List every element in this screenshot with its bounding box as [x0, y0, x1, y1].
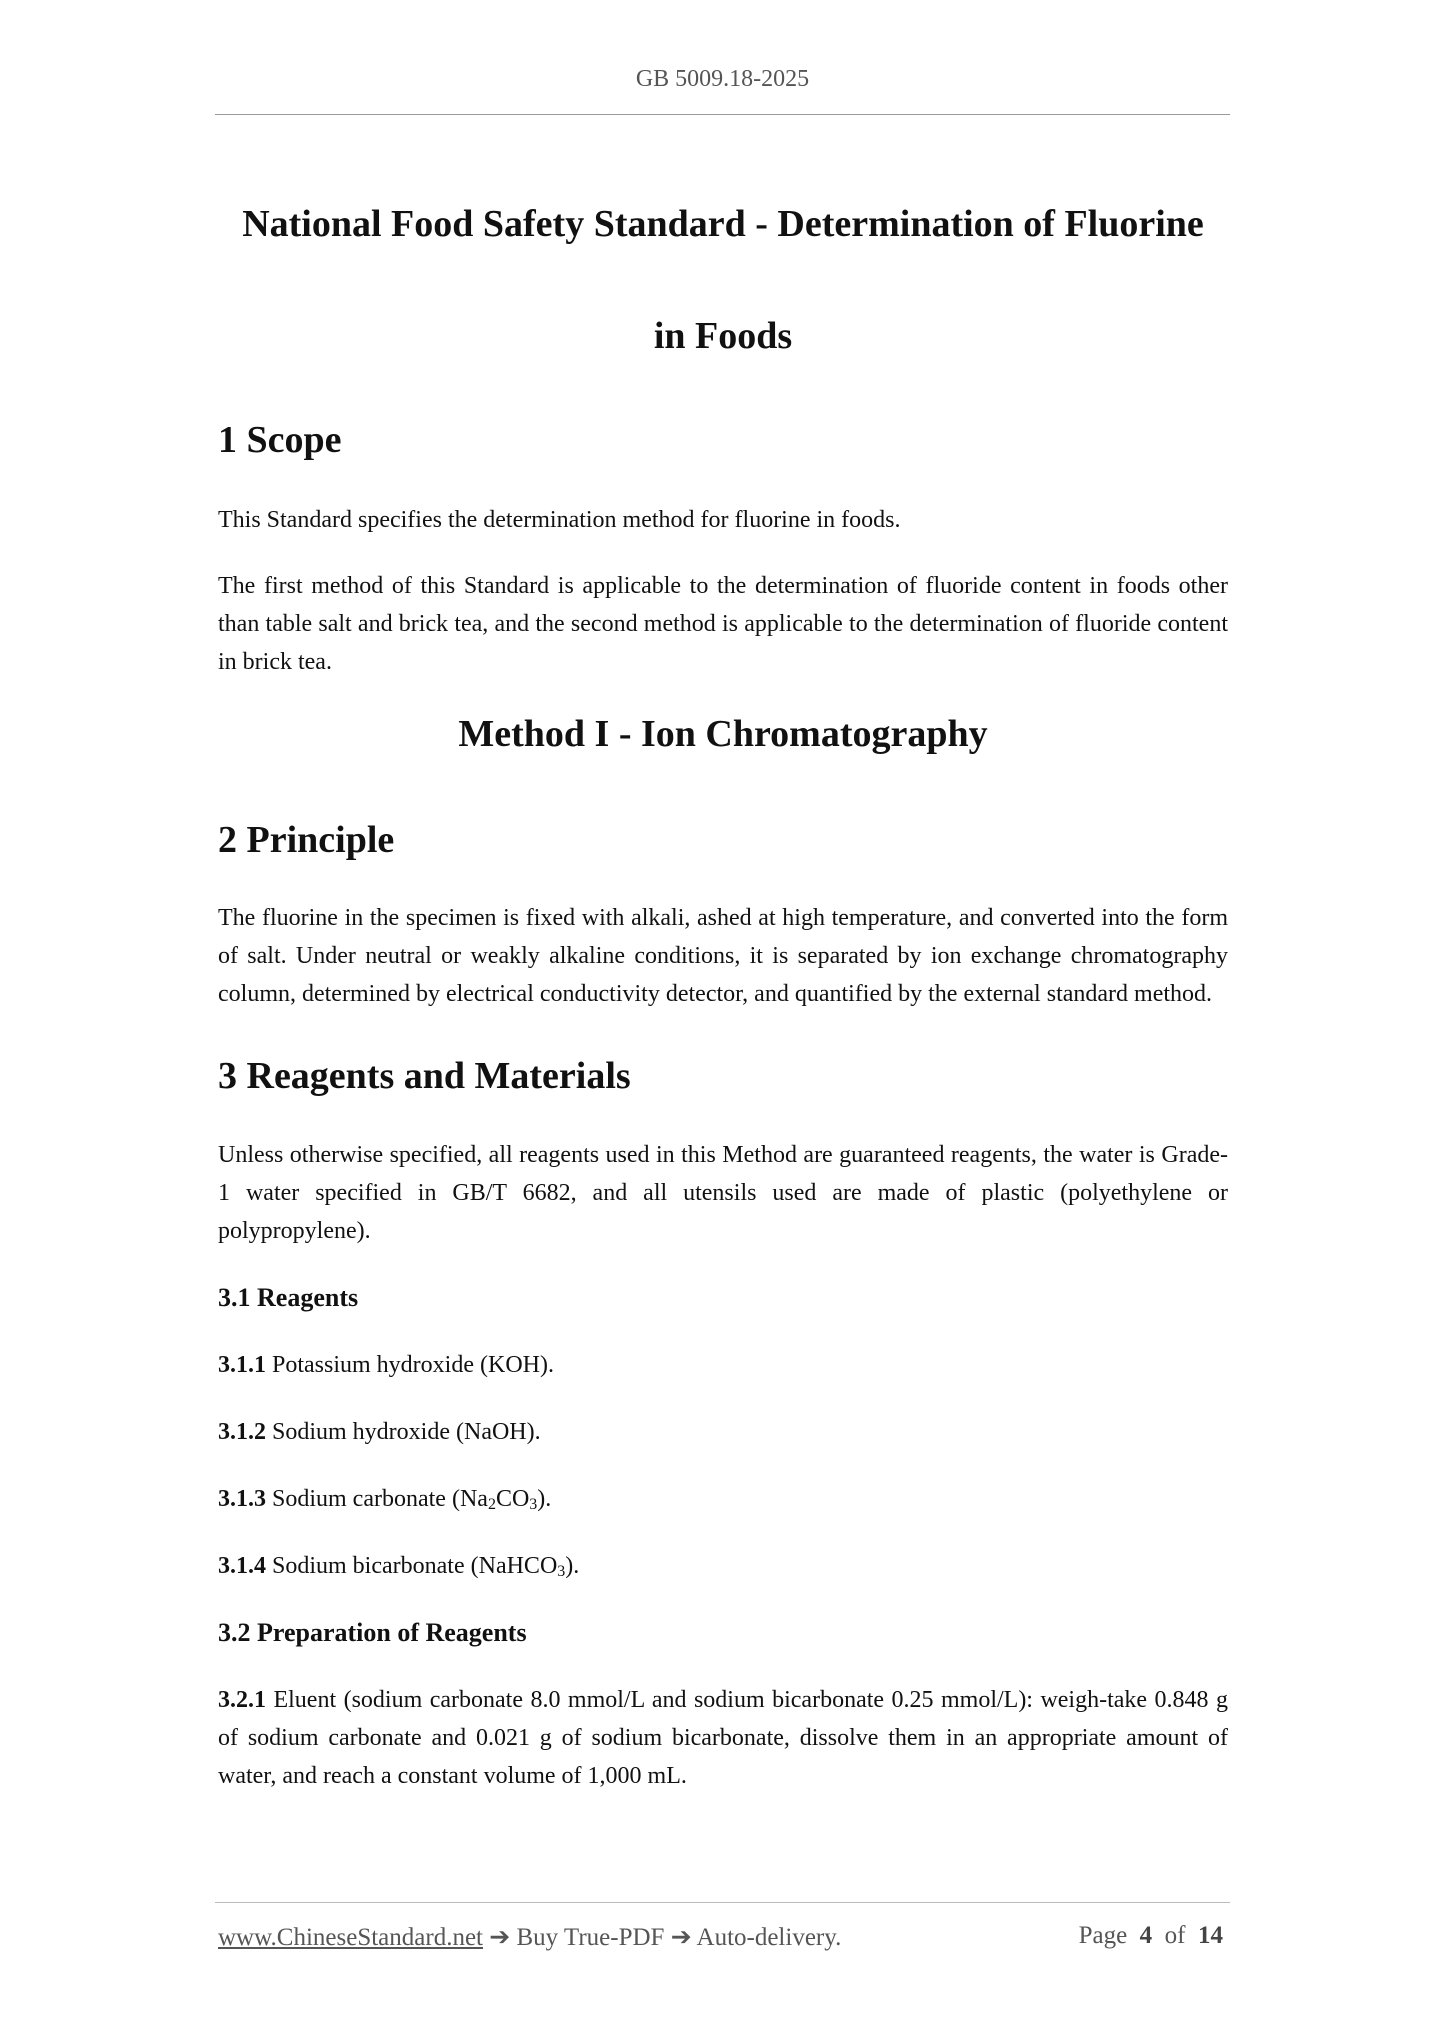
arrow-right-icon: ➔ [489, 1924, 511, 1951]
reagent-item [218, 1413, 1228, 1451]
scope-paragraph-1: This Standard specifies the determination method for fluorine in foods. [218, 507, 901, 533]
page-indicator [1079, 1922, 1223, 1950]
scope-heading: 1 Scope [218, 419, 342, 461]
page-label: Page [1078, 1922, 1128, 1949]
preparation-subheading: 3.2 Preparation of Reagents [218, 1618, 527, 1647]
reagent-item [218, 1480, 1228, 1518]
footer-divider [215, 1902, 1230, 1903]
subscript: 2 [487, 1496, 496, 1513]
reagents-heading: 3 Reagents and Materials [218, 1055, 631, 1097]
of-label: of [1164, 1922, 1186, 1949]
reagent-item-text: Sodium carbonate $(Na_2CO_3)$. [272, 1486, 552, 1513]
auto-delivery-text: Auto-delivery. [696, 1924, 842, 1951]
reagents-subheading: 3.1 Reagents [218, 1283, 359, 1312]
current-page-number: 4 [1139, 1922, 1153, 1949]
buy-true-pdf-text: Buy True-PDF [516, 1924, 665, 1951]
preparation-item [218, 1681, 1228, 1795]
reagent-item [218, 1547, 1228, 1585]
document-title [218, 168, 1228, 392]
preparation-item-number: 3.2.1 [218, 1687, 266, 1713]
site-link[interactable]: www.ChineseStandard.net [218, 1924, 483, 1951]
reagent-item-number: 3.1.4 [218, 1553, 266, 1579]
running-header: GB 5009.18-2025 [635, 66, 810, 92]
arrow-right-icon: ➔ [670, 1924, 692, 1951]
document-title-line2: in Foods [653, 315, 793, 357]
reagent-item-text: Potassium hydroxide (KOH). [272, 1352, 554, 1378]
total-page-number: 14 [1198, 1922, 1223, 1949]
subscript: 3 [529, 1496, 538, 1513]
reagent-item [218, 1346, 1228, 1384]
reagent-item-text: Sodium hydroxide (NaOH). [272, 1419, 541, 1445]
reagent-item-text: Sodium bicarbonate (NaHCO$_3$). [272, 1553, 580, 1580]
document-title-line1: National Food Safety Standard - Determination of Fluorine [242, 203, 1204, 245]
page-content [218, 168, 1228, 1795]
scope-paragraph-2: The first method of this Standard is applicable to the determination of fluoride content in foods other than table salt and brick tea, and the second method is applicable to the determination of fluoride content in brick tea. [218, 573, 1228, 675]
header-divider [215, 114, 1230, 115]
footer-promo [218, 1922, 841, 1952]
reagent-item-number: 3.1.2 [218, 1419, 266, 1445]
subscript: 3 [557, 1563, 566, 1580]
method-heading: Method I - Ion Chromatography [458, 713, 988, 755]
reagent-item-number: 3.1.1 [218, 1352, 266, 1378]
reagents-intro-paragraph: Unless otherwise specified, all reagents used in this Method are guaranteed reagents, the water is Grade-1 water specified in GB/T 6682, and all utensils used are made of plastic (polyethylene or polypropylene). [218, 1142, 1228, 1244]
principle-paragraph: The fluorine in the specimen is fixed with alkali, ashed at high temperature, and converted into the form of salt. Under neutral or weakly alkaline conditions, it is separated by ion exchange chromatography column, determined by electrical conductivity detector, and quantified by the external standard method. [218, 905, 1228, 1007]
reagent-item-number: 3.1.3 [218, 1486, 266, 1512]
principle-heading: 2 Principle [218, 819, 395, 861]
preparation-item-text: Eluent (sodium carbonate 8.0 mmol/L and sodium bicarbonate 0.25 mmol/L): weigh-take 0.848 g of sodium carbonate and 0.021 g of sodium bicarbonate, dissolve them in an appropriate amount of water, and reach a constant volume of 1,000 mL. [218, 1687, 1228, 1789]
